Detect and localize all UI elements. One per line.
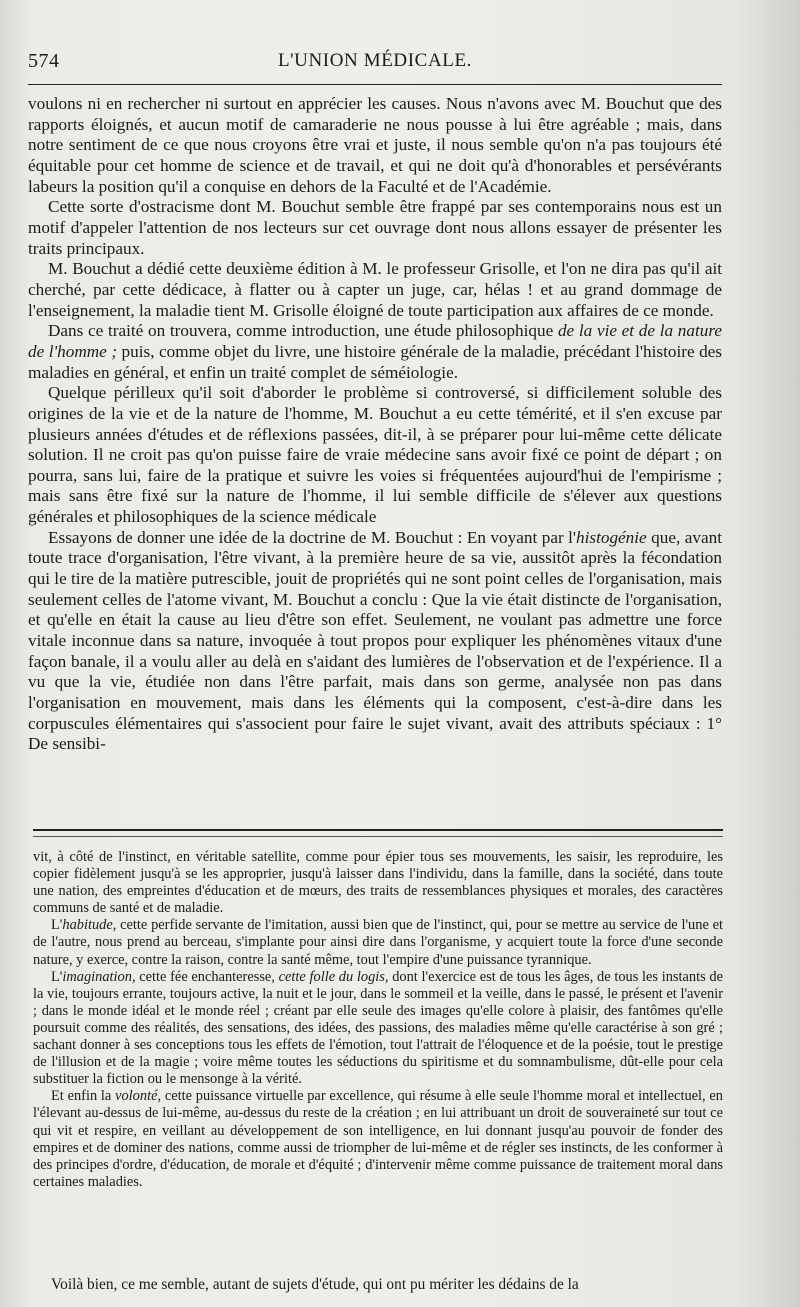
paragraph-6-emphasis: histogénie <box>576 527 647 547</box>
paragraph-4-text: Dans ce traité on trouvera, comme introduction, une étude philosophique <box>48 321 558 341</box>
paragraph-1: voulons ni en rechercher ni surtout en apprécier les causes. Nous n'avons avec M. Bouchut que des rapports éloignés, et aucun motif de camaraderie ne nous pousse à lui être agréable ; mais, dans notre sentiment de ce que nous croyons être vrai et juste, il nous semble qu'on n'a pas toujours été équitable pour cet homme de science et de travail, et qui ne doit qu'à d'honorables et persévérants labeurs la position qu'il a conquise en dehors de la Faculté et de l'Académie. <box>28 94 722 196</box>
footnote-block <box>33 849 723 1191</box>
paragraph-5: Quelque périlleux qu'il soit d'aborder le problème si controversé, si difficilement soluble des origines de la vie et de la nature de l'homme, M. Bouchut a eu cette témérité, et il s'en excuse par plusieurs années d'études et de réflexions passées, dit-il, à se préparer pour lui-même cette délicate solution. Il ne croit pas qu'on puisse faire de vraie médecine sans avoir fixé ce point de départ ; on pourra, sans lui, faire de la pratique et suivre les voies si fréquentées aujourd'hui de l'empirisme ; mais sans être fixé sur la nature de l'homme, il lui semble difficile de s'élever aux questions générales et philosophiques de la science médicale <box>28 383 722 527</box>
paragraph-6-rest: que, avant toute trace d'organisation, l'être vivant, à la première heure de sa vie, aussitôt après la fécondation qui le tire de la matière putrescible, jouit de propriétés qui ne sont point celles de l'organisation, mais seulement celles de l'atome vivant, M. Bouchut a conclu : Que la vie était distincte de l'organisation, et qu'elle en était la cause au lieu d'être son effet. Seulement, ne voulant pas admettre une force vitale inconnue dans sa nature, invoquée à tout propos pour expliquer les phénomènes vitaux d'une façon banale, il a voulu aller au delà en s'aidant des lumières de l'observation et de l'expérience. Il a vu que la vie, étudiée non dans l'être parfait, mais dans son germe, analysée non pas dans l'organisation en mouvement, mais dans les éléments qui la composent, c'est-à-dire dans les corpuscules élémentaires qui s'associent pour faire le sujet vivant, avait des attributs spéciaux : 1° De sensibi- <box>28 527 722 754</box>
paragraph-2: Cette sorte d'ostracisme dont M. Bouchut semble être frappé par ses contemporains nous est un motif d'appeler l'attention de nos lecteurs sur cet ouvrage dont nous allons essayer de présenter les traits principaux. <box>28 197 722 258</box>
footnote-2-text: , cette perfide servante de l'imitation, aussi bien que de l'instinct, qui, pour se mettre au service de l'une et de l'autre, nous prend au berceau, s'implante pour ainsi dire dans l'organisme, y acquiert toute la force d'une seconde nature, y exerce, contre la raison, contre la santé même, tout l'empire d'une puissance tyrannique. <box>33 917 723 968</box>
paragraph-4-rest: puis, comme objet du livre, une histoire générale de la maladie, précédant l'histoire des maladies en général, et enfin un traité complet de séméiologie. <box>28 341 722 382</box>
footnote-3-emphasis-2: cette folle du logis, <box>278 968 389 985</box>
footnote-separator <box>33 829 723 837</box>
paragraph-6 <box>28 528 722 755</box>
footnote-4-text: cette puissance virtuelle par excellence, qui résume à elle seule l'homme moral et intellectuel, en l'élevant au-dessus de lui-même, au-dessus du reste de la création ; en lui attribuant un droit de souveraineté sur tout ce qui vit et respire, en veillant au développement de son intelligence, en lui donnant jusqu'au pouvoir de fonder des empires et de dominer des nations, comme aussi de triompher de lui-même et de régler ses instincts, de les conformer à des principes d'ordre, d'éducation, de morale et d'équité ; d'intervenir même comme puissance de traitement moral dans certaines maladies. <box>33 1088 723 1190</box>
footnote-4-emphasis: volonté, <box>115 1088 162 1105</box>
running-title: L'UNION MÉDICALE. <box>277 50 473 71</box>
footnote-2-emphasis: habitude <box>62 917 113 934</box>
footnote-3-emphasis: imagination <box>62 968 132 985</box>
footnote-3-lead: L' <box>51 968 63 985</box>
footnote-paragraph-4 <box>33 1088 723 1191</box>
footnote-paragraph-2 <box>33 917 723 968</box>
footnote-paragraph-3 <box>33 969 723 1089</box>
footnote-3-text: , cette fée enchanteresse, <box>131 968 279 985</box>
footnote-3-rest: dont l'exercice est de tous les âges, de tous les instants de la vie, toujours errante, toujours active, la nuit et le jour, dans le sommeil et la veille, dans le passé, le présent et l'avenir ; dans le monde idéal et le monde réel ; créant par elle seule des images qu'elle colore à plaisir, des fantômes qu'elle poursuit comme des réalités, des sensations, des idées, des passions, des maladies même qu'elle caractérise à son gré ; sachant donner à ses conceptions tous les effets de l'émotion, tout l'attrait de l'éloquence et de la poésie, tout le prestige de l'illusion et de la magie ; voire même toutes les séductions du spiritisme et du somnambulisme, dût-elle pour cela substituer la fiction ou le mensonge à la vérité. <box>33 968 723 1088</box>
main-text <box>28 94 722 755</box>
page-number: 574 <box>28 50 60 72</box>
paragraph-4 <box>28 321 722 383</box>
footnote-2-lead: L' <box>51 917 63 934</box>
paragraph-4-emphasis: de la vie et de la nature de l'homme ; <box>28 321 722 361</box>
paragraph-3: M. Bouchut a dédié cette deuxième édition à M. le professeur Grisolle, et l'on ne dira pas qu'il ait cherché, par cette dédicace, à flatter ou à capter un juge, car, hélas ! et au grand dommage de l'enseignement, la maladie tient M. Grisolle éloigné de toute participation aux affaires de ce monde. <box>28 259 722 320</box>
page-header <box>28 50 722 80</box>
footnote-4-lead: Et enfin la <box>51 1088 116 1105</box>
paragraph-6-text: Essayons de donner une idée de la doctrine de M. Bouchut : En voyant par l' <box>48 527 577 547</box>
header-rule <box>28 84 722 85</box>
footnote-last-line: Voilà bien, ce me semble, autant de sujets d'étude, qui ont pu mériter les dédains de la <box>51 1276 579 1293</box>
footnote-paragraph-1: vit, à côté de l'instinct, en véritable satellite, comme pour épier tous ses mouvements, les saisir, les reproduire, les copier fidèlement jusqu'à se les approprier, jusqu'à laisser dans l'individu, dans la famille, dans la société, dans toute une nation, des empreintes d'éducation et de mœurs, des traits de ressemblances physiques et morales, des caractères communs de santé et de maladie. <box>33 849 723 917</box>
